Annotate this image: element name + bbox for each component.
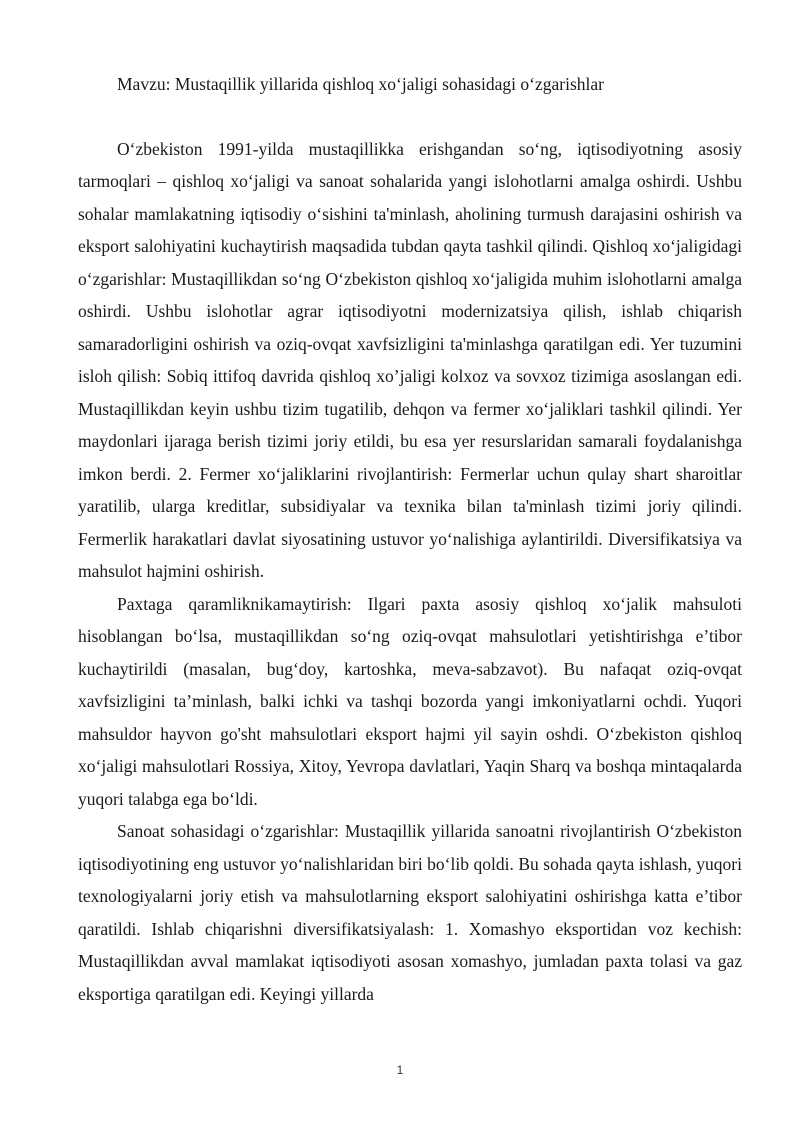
document-page [78, 68, 742, 1010]
paragraph-intro-agriculture: O‘zbekiston 1991-yilda mustaqillikka erishgandan so‘ng, iqtisodiyotning asosiy tarmoqlari – qishloq xo‘jaligi va sanoat sohalarida yangi islohotlarni amalga oshirdi. Ushbu sohalar mamlakatning iqtisodiy o‘sishini ta'minlash, aholining turmush darajasini oshirish va eksport salohiyatini kuchaytirish maqsadida tubdan qayta tashkil qilindi. Qishloq xo‘jaligidagi o‘zgarishlar: Mustaqillikdan so‘ng O‘zbekiston qishloq xo‘jaligida muhim islohotlarni amalga oshirdi. Ushbu islohotlar agrar iqtisodiyotni modernizatsiya qilish, ishlab chiqarish samaradorligini oshirish va oziq-ovqat xavfsizligini ta'minlashga qaratilgan edi. Yer tuzumini isloh qilish: Sobiq ittifoq davrida qishloq xo’jaligi kolxoz va sovxoz tizimiga asoslangan edi. Mustaqillikdan keyin ushbu tizim tugatilib, dehqon va fermer xo‘jaliklari tashkil qilindi. Yer maydonlari ijaraga berish tizimi joriy etildi, bu esa yer resurslaridan samarali foydalanishga imkon berdi. 2. Fermer xo‘jaliklarini rivojlantirish: Fermerlar uchun qulay shart sharoitlar yaratilib, ularga kreditlar, subsidiyalar va texnika bilan ta'minlash tizimi joriy qilindi. Fermerlik harakatlari davlat siyosatining ustuvor yo‘nalishiga aylantirildi. Diversifikatsiya va mahsulot hajmini oshirish. [78, 138, 742, 581]
paragraph-industry-changes: Sanoat sohasidagi o‘zgarishlar: Mustaqillik yillarida sanoatni rivojlantirish O‘zbekiston iqtisodiyotining eng ustuvor yo‘nalishlaridan biri bo‘lib qoldi. Bu sohada qayta ishlash, yuqori texnologiyalarni joriy etish va mahsulotlarning eksport salohiyatini oshirishga katta e’tibor qaratildi. Ishlab chiqarishni diversifikatsiyalash: 1. Xomashyo eksportidan voz kechish: Mustaqillikdan avval mamlakat iqtisodiyoti asosan xomashyo, jumladan paxta tolasi va gaz eksportiga qaratilgan edi. Keyingi yillarda [78, 821, 742, 1004]
page-number: 1 [396, 1063, 404, 1077]
paragraph-cotton-diversification: Paxtaga qaramliknikamaytirish: Ilgari paxta asosiy qishloq xo‘jalik mahsuloti hisoblangan bo‘lsa, mustaqillikdan so‘ng oziq-ovqat mahsulotlari yetishtirishga e’tibor kuchaytirildi (masalan, bug‘doy, kartoshka, meva-sabzavot). Bu nafaqat oziq-ovqat xavfsizligini ta’minlash, balki ichki va tashqi bozorda yangi imkoniyatlarni ochdi. Yuqori mahsuldor hayvon go'sht mahsulotlari eksport hajmi yil sayin oshdi. O‘zbekiston qishloq xo‘jaligi mahsulotlari Rossiya, Xitoy, Yevropa davlatlari, Yaqin Sharq va boshqa mintaqalarda yuqori talabga ega bo‘ldi. [78, 593, 742, 809]
document-title: Mavzu: Mustaqillik yillarida qishloq xo‘jaligi sohasidagi o‘zgarishlar [117, 74, 604, 94]
